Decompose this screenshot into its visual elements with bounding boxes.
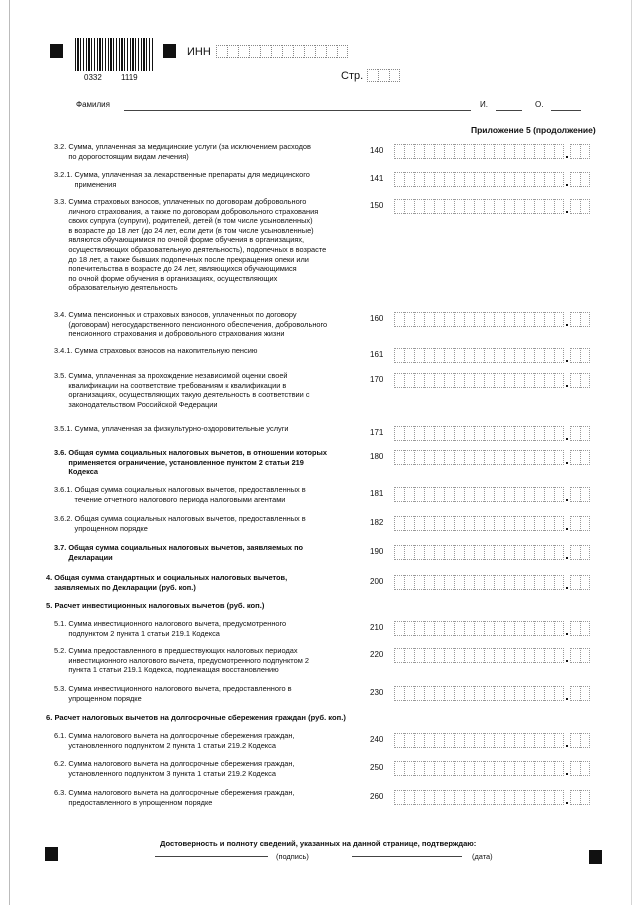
barcode-number-right: 1119 [121,73,138,82]
row-code: 190 [370,547,384,556]
decimal-point [564,487,570,502]
row-code: 171 [370,428,384,437]
row-label: 3.5. Сумма, уплаченная за прохождение независимой оценки своей квалификации на соответствие требованиям к квалификации в организациях, осуществляющих такую деятельность в соответствии с законодательством Российской Федерации [54,371,310,409]
input-cell[interactable] [282,45,293,58]
decimal-point [564,621,570,636]
amount-input-cells[interactable] [394,199,590,214]
row-label: 5.1. Сумма инвестиционного налогового вычета, предусмотренного подпунктом 2 пункта 1 статьи 219.1 Кодекса [54,619,287,638]
row-code: 240 [370,735,384,744]
row-code: 200 [370,577,384,586]
input-cell[interactable] [367,69,378,82]
row-code: 141 [370,174,384,183]
input-cell[interactable] [337,45,348,58]
input-cell[interactable] [304,45,315,58]
amount-input-cells[interactable] [394,790,590,805]
amount-input-cells[interactable] [394,545,590,560]
decimal-point [564,545,570,560]
decimal-point [564,348,570,363]
row-label: 3.7. Общая сумма социальных налоговых вычетов, заявляемых по Декларации [54,543,304,562]
inn-input-cells[interactable] [216,45,348,58]
signature-caption: (подпись) [276,852,309,861]
date-caption: (дата) [472,852,493,861]
decimal-point [564,373,570,388]
patronymic-initial-field[interactable] [551,110,581,111]
row-code: 170 [370,375,384,384]
patronymic-initial-label: О. [535,100,544,109]
surname-field[interactable] [124,110,471,111]
row-label: 3.4. Сумма пенсионных и страховых взносов, уплаченных по договору (договорам) негосударственного пенсионного обеспечения, добровольного пенсионного страхования и добровольного страхования жизни [54,310,328,339]
row-code: 140 [370,146,384,155]
row-label: 3.5.1. Сумма, уплаченная за физкультурно-оздоровительные услуги [54,424,289,433]
row-code: 181 [370,489,384,498]
decimal-point [564,761,570,776]
date-field[interactable] [352,856,462,857]
registration-marker-top-right [163,44,176,58]
decimal-point [564,686,570,701]
row-code: 160 [370,314,384,323]
section-title-5: 5. Расчет инвестиционных налоговых вычетов (руб. коп.) [46,601,265,610]
input-cell[interactable] [326,45,337,58]
amount-input-cells[interactable] [394,373,590,388]
barcode [75,38,153,71]
row-code: 210 [370,623,384,632]
input-cell[interactable] [238,45,249,58]
input-cell[interactable] [260,45,271,58]
page-number-label: Стр. [341,70,364,82]
input-cell[interactable] [271,45,282,58]
row-code: 250 [370,763,384,772]
decimal-point [564,790,570,805]
decimal-point [564,450,570,465]
registration-marker-bottom-left [45,847,58,861]
amount-input-cells[interactable] [394,733,590,748]
row-code: 180 [370,452,384,461]
decimal-point [564,733,570,748]
row-label: 5.3. Сумма инвестиционного налогового вычета, предоставленного в упрощенном порядке [54,684,292,703]
amount-input-cells[interactable] [394,426,590,441]
row-label: 6.2. Сумма налогового вычета на долгосрочные сбережения граждан, установленного подпунктом 3 пункта 1 статьи 219.2 Кодекса [54,759,295,778]
row-code: 150 [370,201,384,210]
first-initial-field[interactable] [496,110,522,111]
scan-edge-right [631,0,632,905]
amount-input-cells[interactable] [394,648,590,663]
registration-marker-bottom-right [589,850,602,864]
decimal-point [564,144,570,159]
amount-input-cells[interactable] [394,144,590,159]
decimal-point [564,426,570,441]
decimal-point [564,172,570,187]
input-cell[interactable] [216,45,227,58]
barcode-number-left: 0332 [84,73,102,82]
row-code: 220 [370,650,384,659]
input-cell[interactable] [315,45,326,58]
attestation-text: Достоверность и полноту сведений, указанных на данной странице, подтверждаю: [160,839,477,848]
amount-input-cells[interactable] [394,450,590,465]
amount-input-cells[interactable] [394,686,590,701]
surname-label: Фамилия [76,100,110,109]
row-label: 6.1. Сумма налогового вычета на долгосрочные сбережения граждан, установленного подпунктом 2 пункта 1 статьи 219.2 Кодекса [54,731,295,750]
amount-input-cells[interactable] [394,348,590,363]
input-cell[interactable] [378,69,389,82]
section-title-6: 6. Расчет налоговых вычетов на долгосрочные сбережения граждан (руб. коп.) [46,713,346,722]
row-code: 182 [370,518,384,527]
row-label: 3.6.2. Общая сумма социальных налоговых вычетов, предоставленных в упрощенном порядке [54,514,306,533]
appendix-title: Приложение 5 (продолжение) [471,125,596,135]
row-code: 230 [370,688,384,697]
amount-input-cells[interactable] [394,172,590,187]
row-label: 3.4.1. Сумма страховых взносов на накопительную пенсию [54,346,258,355]
amount-input-cells[interactable] [394,312,590,327]
first-initial-label: И. [480,100,488,109]
amount-input-cells[interactable] [394,575,590,590]
amount-input-cells[interactable] [394,761,590,776]
registration-marker-top-left [50,44,63,58]
input-cell[interactable] [293,45,304,58]
row-label: 3.6.1. Общая сумма социальных налоговых вычетов, предоставленных в течение отчетного налогового периода налоговыми агентами [54,485,306,504]
inn-label: ИНН [187,46,211,58]
row-code: 161 [370,350,384,359]
amount-input-cells[interactable] [394,487,590,502]
scan-edge-left [9,0,10,905]
decimal-point [564,312,570,327]
input-cell[interactable] [389,69,400,82]
amount-input-cells[interactable] [394,516,590,531]
row-label: 5.2. Сумма предоставленного в предшествующих налоговых периодах инвестиционного налогового вычета, предусмотренного подпунктом 2 пункта 1 статьи 219.1 Кодекса, подлежащая восстановлению [54,646,309,675]
amount-input-cells[interactable] [394,621,590,636]
decimal-point [564,516,570,531]
row-code: 260 [370,792,384,801]
page-number-input-cells[interactable] [367,69,400,82]
row-label: 3.2. Сумма, уплаченная за медицинские услуги (за исключением расходов по дорогостоящим видам лечения) [54,142,311,161]
row-label: 6.3. Сумма налогового вычета на долгосрочные сбережения граждан, предоставленного в упрощенном порядке [54,788,295,807]
row-label: 3.6. Общая сумма социальных налоговых вычетов, в отношении которых применяется ограничение, установленное пунктом 2 статьи 219 Кодекса [54,448,327,477]
input-cell[interactable] [249,45,260,58]
decimal-point [564,648,570,663]
decimal-point [564,575,570,590]
decimal-point [564,199,570,214]
row-label: 3.2.1. Сумма, уплаченная за лекарственные препараты для медицинского применения [54,170,310,189]
signature-field[interactable] [155,856,268,857]
input-cell[interactable] [227,45,238,58]
row-label: 3.3. Сумма страховых взносов, уплаченных по договорам добровольного личного страхования, а также по договорам добровольного страхования своих супруга (супруги), родителей, детей (в том числе усыновленных) в возрасте до 18 лет (до 24 лет, если дети (в том числе усыновленные) являются обучающимися по очной форме обучения в организациях, осуществляющих образовательную деятельность), подопечных в возрасте до 18 лет, а также бывших подопечных после прекращения опеки или попечительства в возрасте до 24 лет, являющихся обучающимися по очной форме обучения в организациях, осуществляющих образовательную деятельность [54,197,327,293]
row-label: 4. Общая сумма стандартных и социальных налоговых вычетов, заявляемых по Декларации (руб. коп.) [46,573,288,592]
